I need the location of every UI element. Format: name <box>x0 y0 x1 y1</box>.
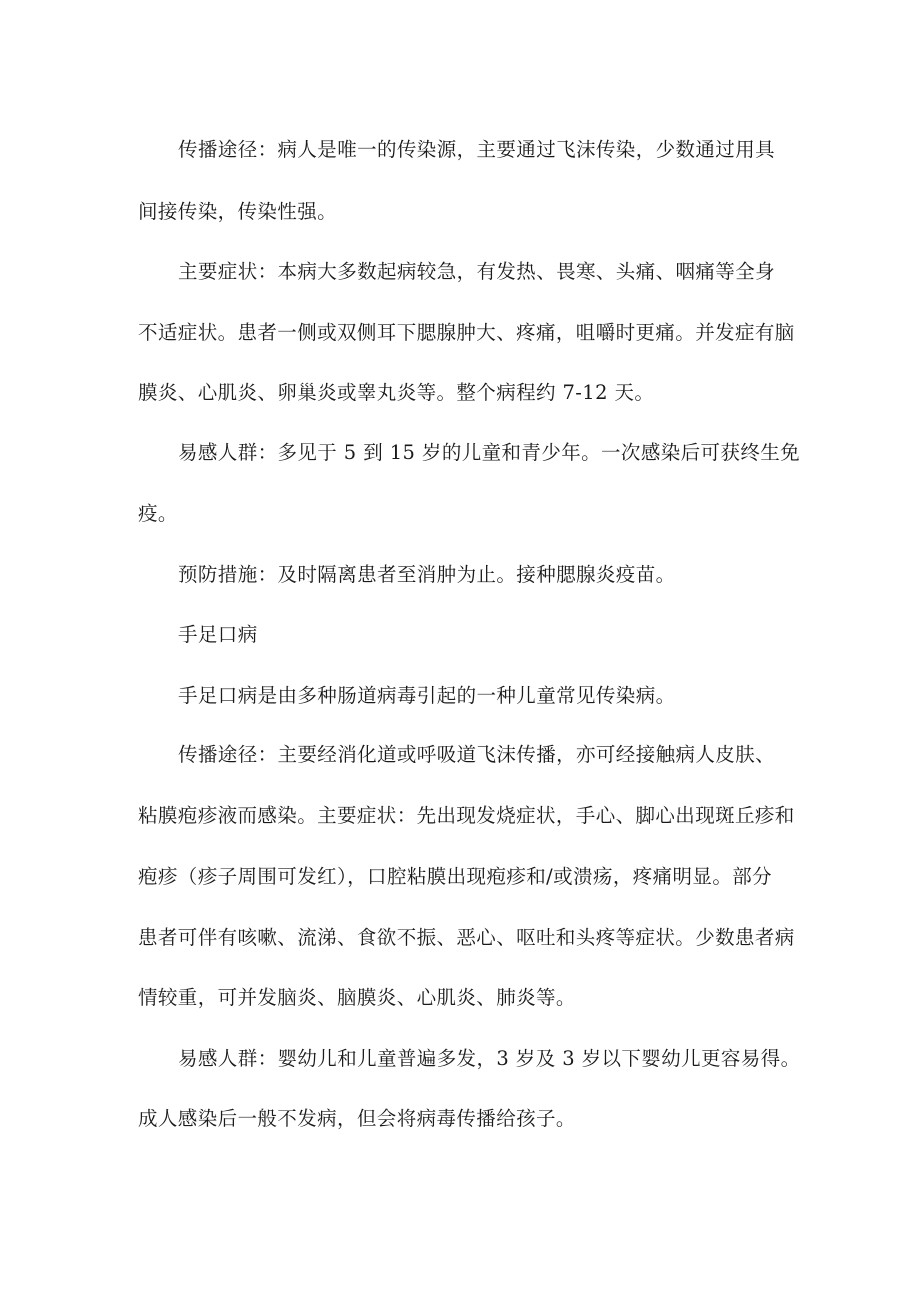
section-heading-hfmd: 手足口病 <box>178 623 258 646</box>
mumps-transmission-line-2: 间接传染，传染性强。 <box>138 200 338 223</box>
mumps-symptoms-line-3: 膜炎、心肌炎、卵巢炎或睾丸炎等。整个病程约 7-12 天。 <box>138 381 655 404</box>
mumps-prevention-line: 预防措施：及时隔离患者至消肿为止。接种腮腺炎疫苗。 <box>178 563 676 586</box>
hfmd-susceptible-line-1: 易感人群：婴幼儿和儿童普遍多发，3 岁及 3 岁以下婴幼儿更容易得。 <box>178 1047 801 1070</box>
mumps-susceptible-line-1: 易感人群：多见于 5 到 15 岁的儿童和青少年。一次感染后可获终生免 <box>178 441 801 464</box>
hfmd-symptoms-line-1: 疱疹（疹子周围可发红），口腔粘膜出现疱疹和/或溃疡，疼痛明显。部分 <box>138 865 773 888</box>
mumps-symptoms-line-2: 不适症状。患者一侧或双侧耳下腮腺肿大、疼痛，咀嚼时更痛。并发症有脑 <box>138 321 795 344</box>
mumps-susceptible-line-2: 疫。 <box>138 502 178 525</box>
mumps-symptoms-line-1: 主要症状：本病大多数起病较急，有发热、畏寒、头痛、咽痛等全身 <box>178 260 776 283</box>
hfmd-symptoms-line-2: 患者可伴有咳嗽、流涕、食欲不振、恶心、呕吐和头疼等症状。少数患者病 <box>138 926 795 949</box>
hfmd-transmission-line-1: 传播途径：主要经消化道或呼吸道飞沫传播，亦可经接触病人皮肤、 <box>178 743 776 766</box>
hfmd-transmission-line-2: 粘膜疱疹液而感染。主要症状：先出现发烧症状，手心、脚心出现斑丘疹和 <box>138 804 795 827</box>
hfmd-intro-line: 手足口病是由多种肠道病毒引起的一种儿童常见传染病。 <box>178 684 676 707</box>
mumps-transmission-line-1: 传播途径：病人是唯一的传染源，主要通过飞沫传染，少数通过用具 <box>178 138 776 161</box>
hfmd-susceptible-line-2: 成人感染后一般不发病，但会将病毒传播给孩子。 <box>138 1107 576 1130</box>
hfmd-symptoms-line-3: 情较重，可并发脑炎、脑膜炎、心肌炎、肺炎等。 <box>138 986 576 1009</box>
